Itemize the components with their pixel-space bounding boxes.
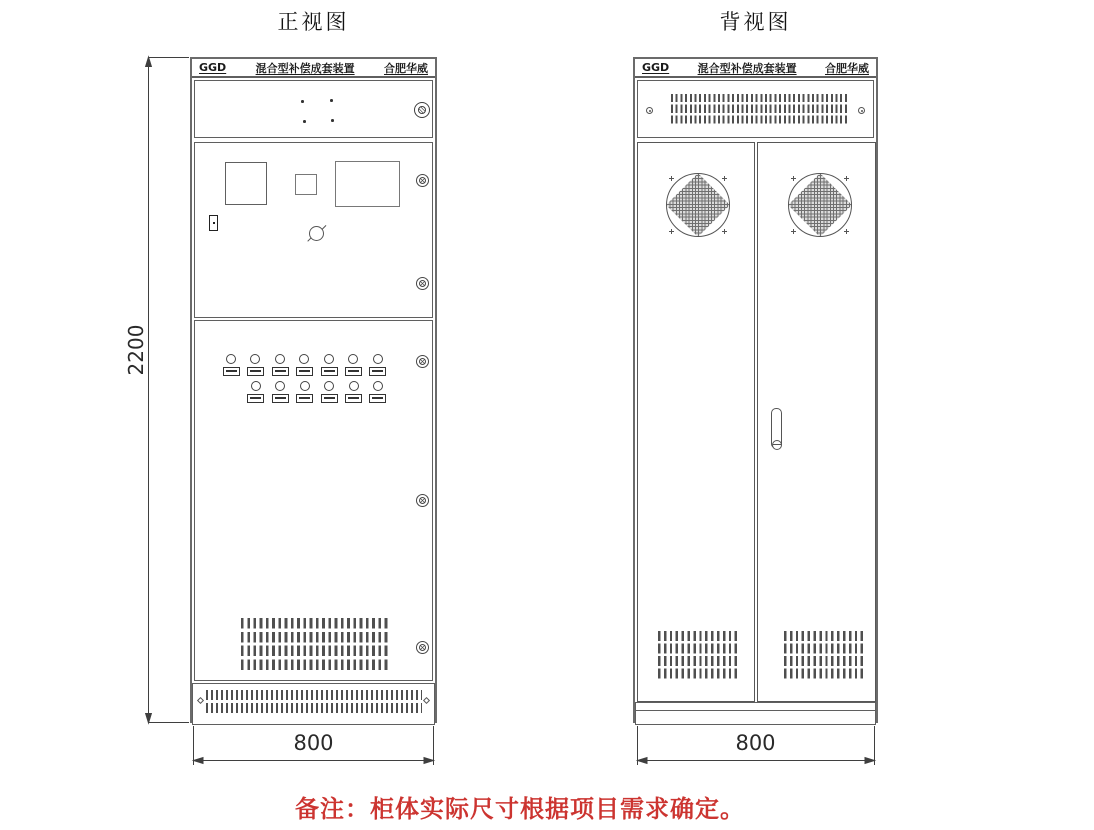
indicator-light bbox=[373, 381, 383, 391]
door-lock-icon bbox=[414, 102, 430, 118]
front-width-dimension-label: 800 bbox=[293, 731, 334, 755]
screw-icon bbox=[646, 107, 653, 114]
indicator-light bbox=[275, 354, 285, 364]
panel-switch bbox=[272, 367, 289, 376]
fan-screw-mark bbox=[722, 176, 727, 181]
panel-switch bbox=[321, 394, 338, 403]
indicator-light bbox=[275, 381, 285, 391]
indicator-light bbox=[250, 354, 260, 364]
nameplate-back bbox=[635, 59, 876, 78]
fan-assembly bbox=[658, 165, 738, 245]
panel-switch bbox=[345, 367, 362, 376]
front-top-panel bbox=[194, 80, 433, 138]
panel-switch bbox=[247, 394, 264, 403]
panel-switch bbox=[369, 394, 386, 403]
panel-switch bbox=[223, 367, 240, 376]
rotary-lock-icon bbox=[309, 226, 324, 241]
meter-square bbox=[225, 162, 267, 205]
fan-screw-mark bbox=[791, 176, 796, 181]
base-screw-diamond bbox=[423, 697, 430, 704]
mounting-hole-dot bbox=[331, 119, 334, 122]
vent-grille bbox=[784, 631, 866, 681]
nameplate-product-label: 混合型补偿成套装置 bbox=[255, 61, 355, 75]
panel-switch bbox=[247, 367, 264, 376]
front-base-plinth bbox=[192, 683, 435, 725]
screw-icon bbox=[416, 494, 429, 507]
front-lower-door bbox=[194, 320, 433, 681]
back-right-door bbox=[757, 142, 876, 702]
panel-switch bbox=[296, 394, 313, 403]
panel-switch bbox=[369, 367, 386, 376]
screw-icon bbox=[416, 641, 429, 654]
indicator-light bbox=[300, 381, 310, 391]
vent-grille bbox=[671, 94, 848, 126]
mounting-hole-dot bbox=[303, 120, 306, 123]
cabinet-back-view bbox=[633, 57, 878, 723]
mounting-hole-dot bbox=[301, 100, 304, 103]
indicator-light bbox=[324, 354, 334, 364]
fan-mesh bbox=[666, 173, 730, 237]
mounting-hole-dot bbox=[330, 99, 333, 102]
back-left-door bbox=[637, 142, 755, 702]
cabinet-front-view bbox=[190, 57, 437, 723]
meter-small-square bbox=[295, 174, 317, 195]
vent-grille bbox=[658, 631, 740, 681]
panel-switch bbox=[296, 367, 313, 376]
panel-switch bbox=[272, 394, 289, 403]
back-view-title: 背视图 bbox=[719, 10, 792, 34]
screw-icon bbox=[858, 107, 865, 114]
fan-mesh bbox=[788, 173, 852, 237]
nameplate-brand-label: 合肥华威 bbox=[824, 61, 869, 75]
nameplate-model-label: GGD bbox=[642, 61, 670, 74]
fan-screw-mark bbox=[844, 176, 849, 181]
vent-grille bbox=[206, 690, 422, 715]
remark-note: 备注：柜体实际尺寸根据项目需求确定。 bbox=[295, 795, 745, 823]
fan-screw-mark bbox=[722, 229, 727, 234]
screw-icon bbox=[416, 277, 429, 290]
door-handle bbox=[771, 408, 782, 448]
fan-screw-mark bbox=[669, 176, 674, 181]
front-instrument-panel bbox=[194, 142, 433, 318]
indicator-light bbox=[324, 381, 334, 391]
fan-assembly bbox=[780, 165, 860, 245]
display-rectangle bbox=[335, 161, 400, 207]
indicator-light bbox=[251, 381, 261, 391]
back-top-panel bbox=[637, 80, 874, 138]
indicator-light bbox=[226, 354, 236, 364]
indicator-light bbox=[348, 354, 358, 364]
nameplate-model-label: GGD bbox=[199, 61, 227, 74]
fan-icon bbox=[666, 173, 730, 237]
screw-icon bbox=[416, 174, 429, 187]
screw-icon bbox=[416, 355, 429, 368]
side-switch bbox=[209, 215, 218, 231]
nameplate-front bbox=[192, 59, 435, 78]
back-base-plinth bbox=[635, 702, 876, 725]
nameplate-product-label: 混合型补偿成套装置 bbox=[697, 61, 797, 75]
panel-switch bbox=[321, 367, 338, 376]
height-dimension-label: 2200 bbox=[124, 324, 148, 376]
back-width-dimension-label: 800 bbox=[735, 731, 776, 755]
fan-icon bbox=[788, 173, 852, 237]
front-view-title: 正视图 bbox=[277, 10, 350, 34]
fan-screw-mark bbox=[791, 229, 796, 234]
indicator-light bbox=[349, 381, 359, 391]
indicator-light bbox=[299, 354, 309, 364]
nameplate-brand-label: 合肥华威 bbox=[383, 61, 428, 75]
base-screw-diamond bbox=[197, 697, 204, 704]
fan-screw-mark bbox=[669, 229, 674, 234]
base-divider-line bbox=[636, 710, 875, 711]
panel-switch bbox=[345, 394, 362, 403]
vent-grille bbox=[241, 618, 391, 673]
indicator-light bbox=[373, 354, 383, 364]
fan-screw-mark bbox=[844, 229, 849, 234]
